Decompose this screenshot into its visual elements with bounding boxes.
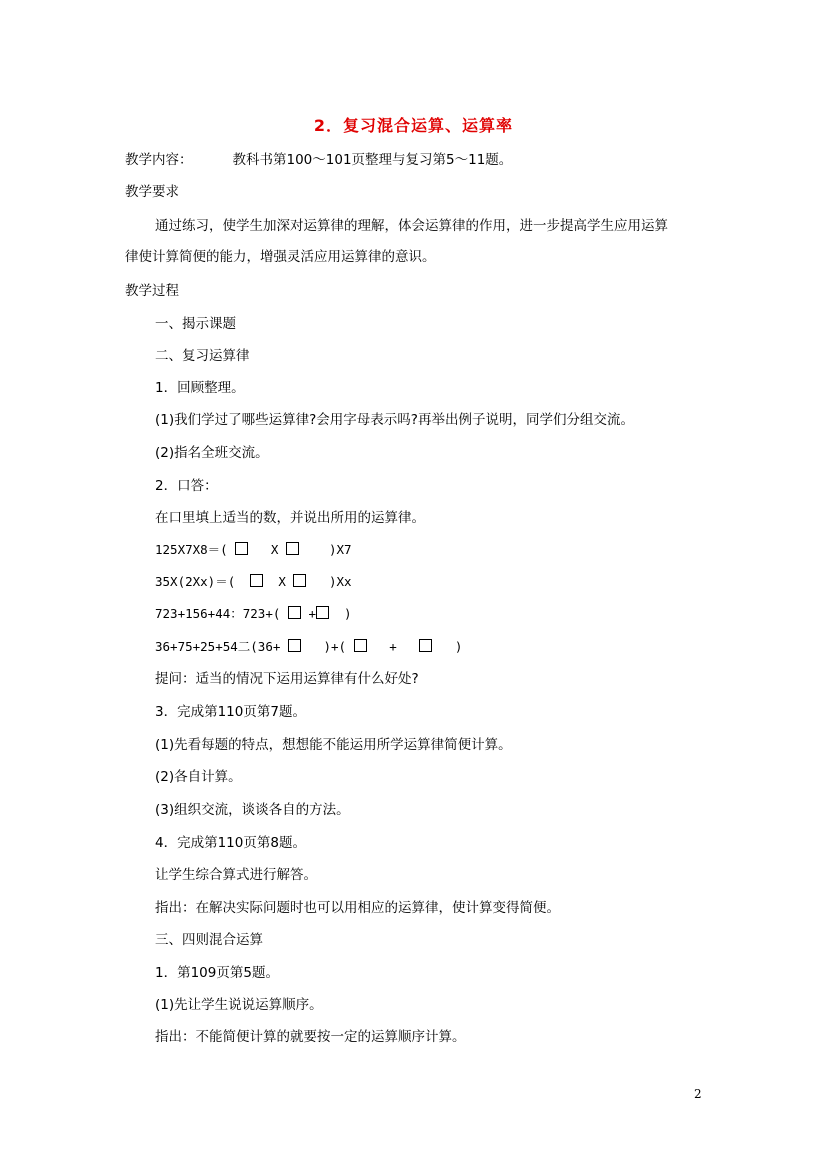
step-2-item-3a: (1)先看每题的特点，想想能不能运用所学运算律简便计算。	[155, 737, 512, 753]
equation-2	[155, 572, 352, 592]
step-2-item-1a: (1)我们学过了哪些运算律?会用字母表示吗?再举出例子说明，同学们分组交流。	[155, 412, 634, 428]
eq2-part-a: 35X(2Xx)＝(	[155, 574, 236, 589]
blank-box	[288, 606, 301, 619]
step-3-item-1a: (1)先让学生说说运算顺序。	[155, 997, 323, 1013]
requirements-heading: 教学要求	[125, 184, 179, 200]
eq1-part-a: 125X7X8＝(	[155, 542, 228, 557]
step-1-heading: 一、揭示课题	[155, 316, 236, 332]
page-title: 2．复习混合运算、运算率	[313, 116, 514, 135]
step-2-item-2: 2．口答：	[155, 478, 218, 494]
content-line	[125, 150, 512, 170]
step-2-heading: 二、复习运算律	[155, 348, 250, 364]
page-number: 2	[694, 1087, 702, 1101]
step-2-question: 提问：适当的情况下运用运算律有什么好处?	[155, 671, 419, 687]
blank-box	[354, 639, 367, 652]
blank-box	[288, 639, 301, 652]
step-2-item-2-intro: 在口里填上适当的数，并说出所用的运算律。	[155, 510, 425, 526]
step-2-item-3: 3．完成第110页第7题。	[155, 704, 306, 720]
blank-box	[235, 542, 248, 555]
step-2-item-3b: (2)各自计算。	[155, 769, 242, 785]
blank-box	[250, 574, 263, 587]
eq4-part-d: )	[454, 639, 463, 654]
eq3-part-a: 723+156+44：723+(	[155, 606, 281, 621]
equation-1	[155, 540, 352, 560]
equation-4	[155, 637, 462, 657]
eq1-part-b: X	[270, 542, 279, 557]
eq3-part-b: +	[308, 606, 316, 621]
step-3-item-1b: 指出：不能简便计算的就要按一定的运算顺序计算。	[155, 1029, 466, 1045]
eq3-part-c: )	[344, 606, 352, 621]
requirements-line-1: 通过练习，使学生加深对运算律的理解，体会运算律的作用，进一步提高学生应用运算	[155, 218, 668, 234]
step-2-item-1b: (2)指名全班交流。	[155, 445, 269, 461]
eq2-part-b: X	[278, 574, 286, 589]
eq4-part-a: 36+75+25+54二(36+	[155, 639, 281, 654]
equation-3	[155, 604, 352, 624]
content-text: 教科书第100～101页整理与复习第5～11题。	[232, 152, 513, 168]
requirements-line-2: 律使计算简便的能力，增强灵活应用运算律的意识。	[125, 249, 436, 265]
eq1-part-c: )X7	[329, 542, 352, 557]
eq4-part-b: )+(	[323, 639, 347, 654]
content-label: 教学内容：	[125, 152, 193, 168]
blank-box	[316, 606, 329, 619]
blank-box	[293, 574, 306, 587]
step-3-heading: 三、四则混合运算	[155, 932, 263, 948]
step-2-item-1: 1．回顾整理。	[155, 380, 245, 396]
eq4-part-c: +	[389, 639, 397, 654]
step-2-item-4a: 让学生综合算式进行解答。	[155, 867, 317, 883]
step-2-item-4b: 指出：在解决实际问题时也可以用相应的运算律，使计算变得简便。	[155, 900, 560, 916]
blank-box	[419, 639, 432, 652]
process-heading: 教学过程	[125, 283, 179, 299]
step-2-item-4: 4．完成第110页第8题。	[155, 835, 306, 851]
step-2-item-3c: (3)组织交流，谈谈各自的方法。	[155, 802, 350, 818]
eq2-part-c: )Xx	[329, 574, 352, 589]
blank-box	[286, 542, 299, 555]
step-3-item-1: 1．第109页第5题。	[155, 965, 279, 981]
